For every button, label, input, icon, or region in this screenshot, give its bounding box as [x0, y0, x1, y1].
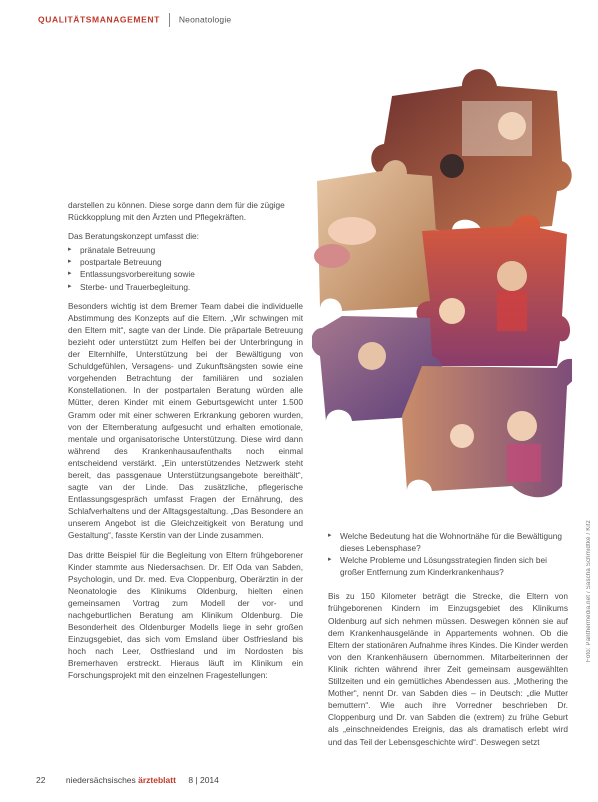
body-paragraph: Bis zu 150 Kilometer beträgt die Strecke, die Eltern von frühgeborenen Kindern im Einzugsgebiet des Klinikums Oldenburg auf sich nehmen müssen. Deswegen können sie auf dem Krankenhausgelände in Appartements wohnen. Ob die Eltern der stationären Aufnahme ihres Kindes. Die Kinder werden von den Krankenhäusern übernommen. Mitarbeiterinnen der Klinik richten während ihrer Zeit gemeinsam ausgewählten Stillzeiten und ein gemütliches Abendessen aus. „Mothering the Mother“, nennt Dr. van Sabden dies – in Deutsch: „die Mutter bemuttern“. Wie auch ihre Vorredner beschrieben Dr. Cloppenburg und Dr. van Sabden die (extrem) zu frühe Geburt als „einschneidendes Ereignis, das als dramatisch erlebt wird und das Teil der Lebensgeschichte wird“. Deswegen setzt	[328, 591, 568, 747]
body-paragraph: Das dritte Beispiel für die Begleitung von Eltern frühgeborener Kinder stammte aus Niedersachsen. Dr. Elf Oda van Sabden, Psychologin, und Dr. med. Eva Cloppenburg, Oberärztin in der Neonatologie des Klinikums Oldenburg, hielten einen gemeinsamen Vortrag zum Modell der vor- und nachgeburtlichen Beratung am Klinikum Oldenburg. Die Besonderheit des Oldenburger Modells liege in sehr großen Einzugsgebiet, das sich vom Emsland über Ostfriesland bis hoch nach Leer, Ostfriesland und im Nordosten bis Bremerhaven erstreckt. Hieraus läuft im Klinikum ein Forschungsprojekt mit den einzelnen Fragestellungen:	[68, 549, 303, 681]
right-column	[328, 530, 568, 755]
list-item: ▸ pränatale Betreuung	[68, 244, 303, 256]
intro-paragraph: darstellen zu können. Diese sorge dann dem für die zügige Rückkopplung mit den Ärzten und Pflegekräften.	[68, 200, 285, 223]
list-item: ▸ Welche Bedeutung hat die Wohnortnähe für die Bewältigung dieses Lebensphase?	[328, 530, 568, 554]
list-item: ▸ Entlassungsvorbereitung sowie	[68, 268, 303, 280]
topic-label: Neonatologie	[178, 14, 232, 25]
list-item: ▸ postpartale Betreuung	[68, 256, 303, 268]
list-item: ▸ Welche Probleme und Lösungsstrategien finden sich bei großer Entfernung zum Kinderkrankenhaus?	[328, 554, 568, 578]
issue-label: 8 | 2014	[188, 775, 219, 785]
publication-name: niedersächsisches ärzteblatt	[65, 775, 176, 785]
list-intro: Das Beratungskonzept umfasst die:	[68, 231, 199, 242]
page-number: 22	[36, 775, 46, 785]
list-item: ▸ Sterbe- und Trauerbegleitung.	[68, 281, 303, 293]
page-header	[38, 13, 231, 27]
puzzle-collage-image	[312, 56, 572, 516]
concept-list	[68, 244, 303, 292]
page-footer	[36, 775, 219, 785]
section-label: QUALITÄTSMANAGEMENT	[38, 14, 160, 25]
body-paragraph: Besonders wichtig ist dem Bremer Team dabei die individuelle Abstimmung des Konzepts auf die Eltern. „Wir schwingen mit den Eltern mit“, sagte van der Linde. Die präpartale Betreuung bezieht oder unterstützt zum Helfen bei der Unterbringung in der Elternhilfe, Unterstützung bei der Bewältigung von Schuldgefühlen, Versagens- und Zukunftsängsten sowie eine vorgehenden Betrachtung der familiären und sozialen Konstellationen. In der postpartalen Beratung würden alle Mütter, deren Kinder mit einem Geburtsgewicht unter 1.500 Gramm oder mit einer schweren Erkrankung geboren wurden, von der Elternberatung aufgesucht und erhalten emotionale, mentale und organisatorische Unterstützung. Diese wird dann während des Krankenhausaufenthalts noch einmal entscheidend verstärkt. „Ein unterstützendes Netzwerk steht bereit, das passgenaue Unterstützungsangebote bereithält“, sagte van der Linde. Das zusätzliche, pflegerische Entlassungsgespräch umfasst Fragen der Ernährung, des Schlafverhaltens und der Alltagsgestaltung. „Das Besondere an unserem Angebot ist die Gleichzeitigkeit von Beratung und Gestaltung“, fasste Kerstin van der Linde zusammen.	[68, 300, 303, 541]
photo-credit: Foto: Panthermedia.net / Sascha Schmidtke / Kitz	[586, 520, 592, 662]
left-column	[68, 199, 303, 689]
header-divider	[169, 13, 170, 27]
question-list	[328, 530, 568, 578]
